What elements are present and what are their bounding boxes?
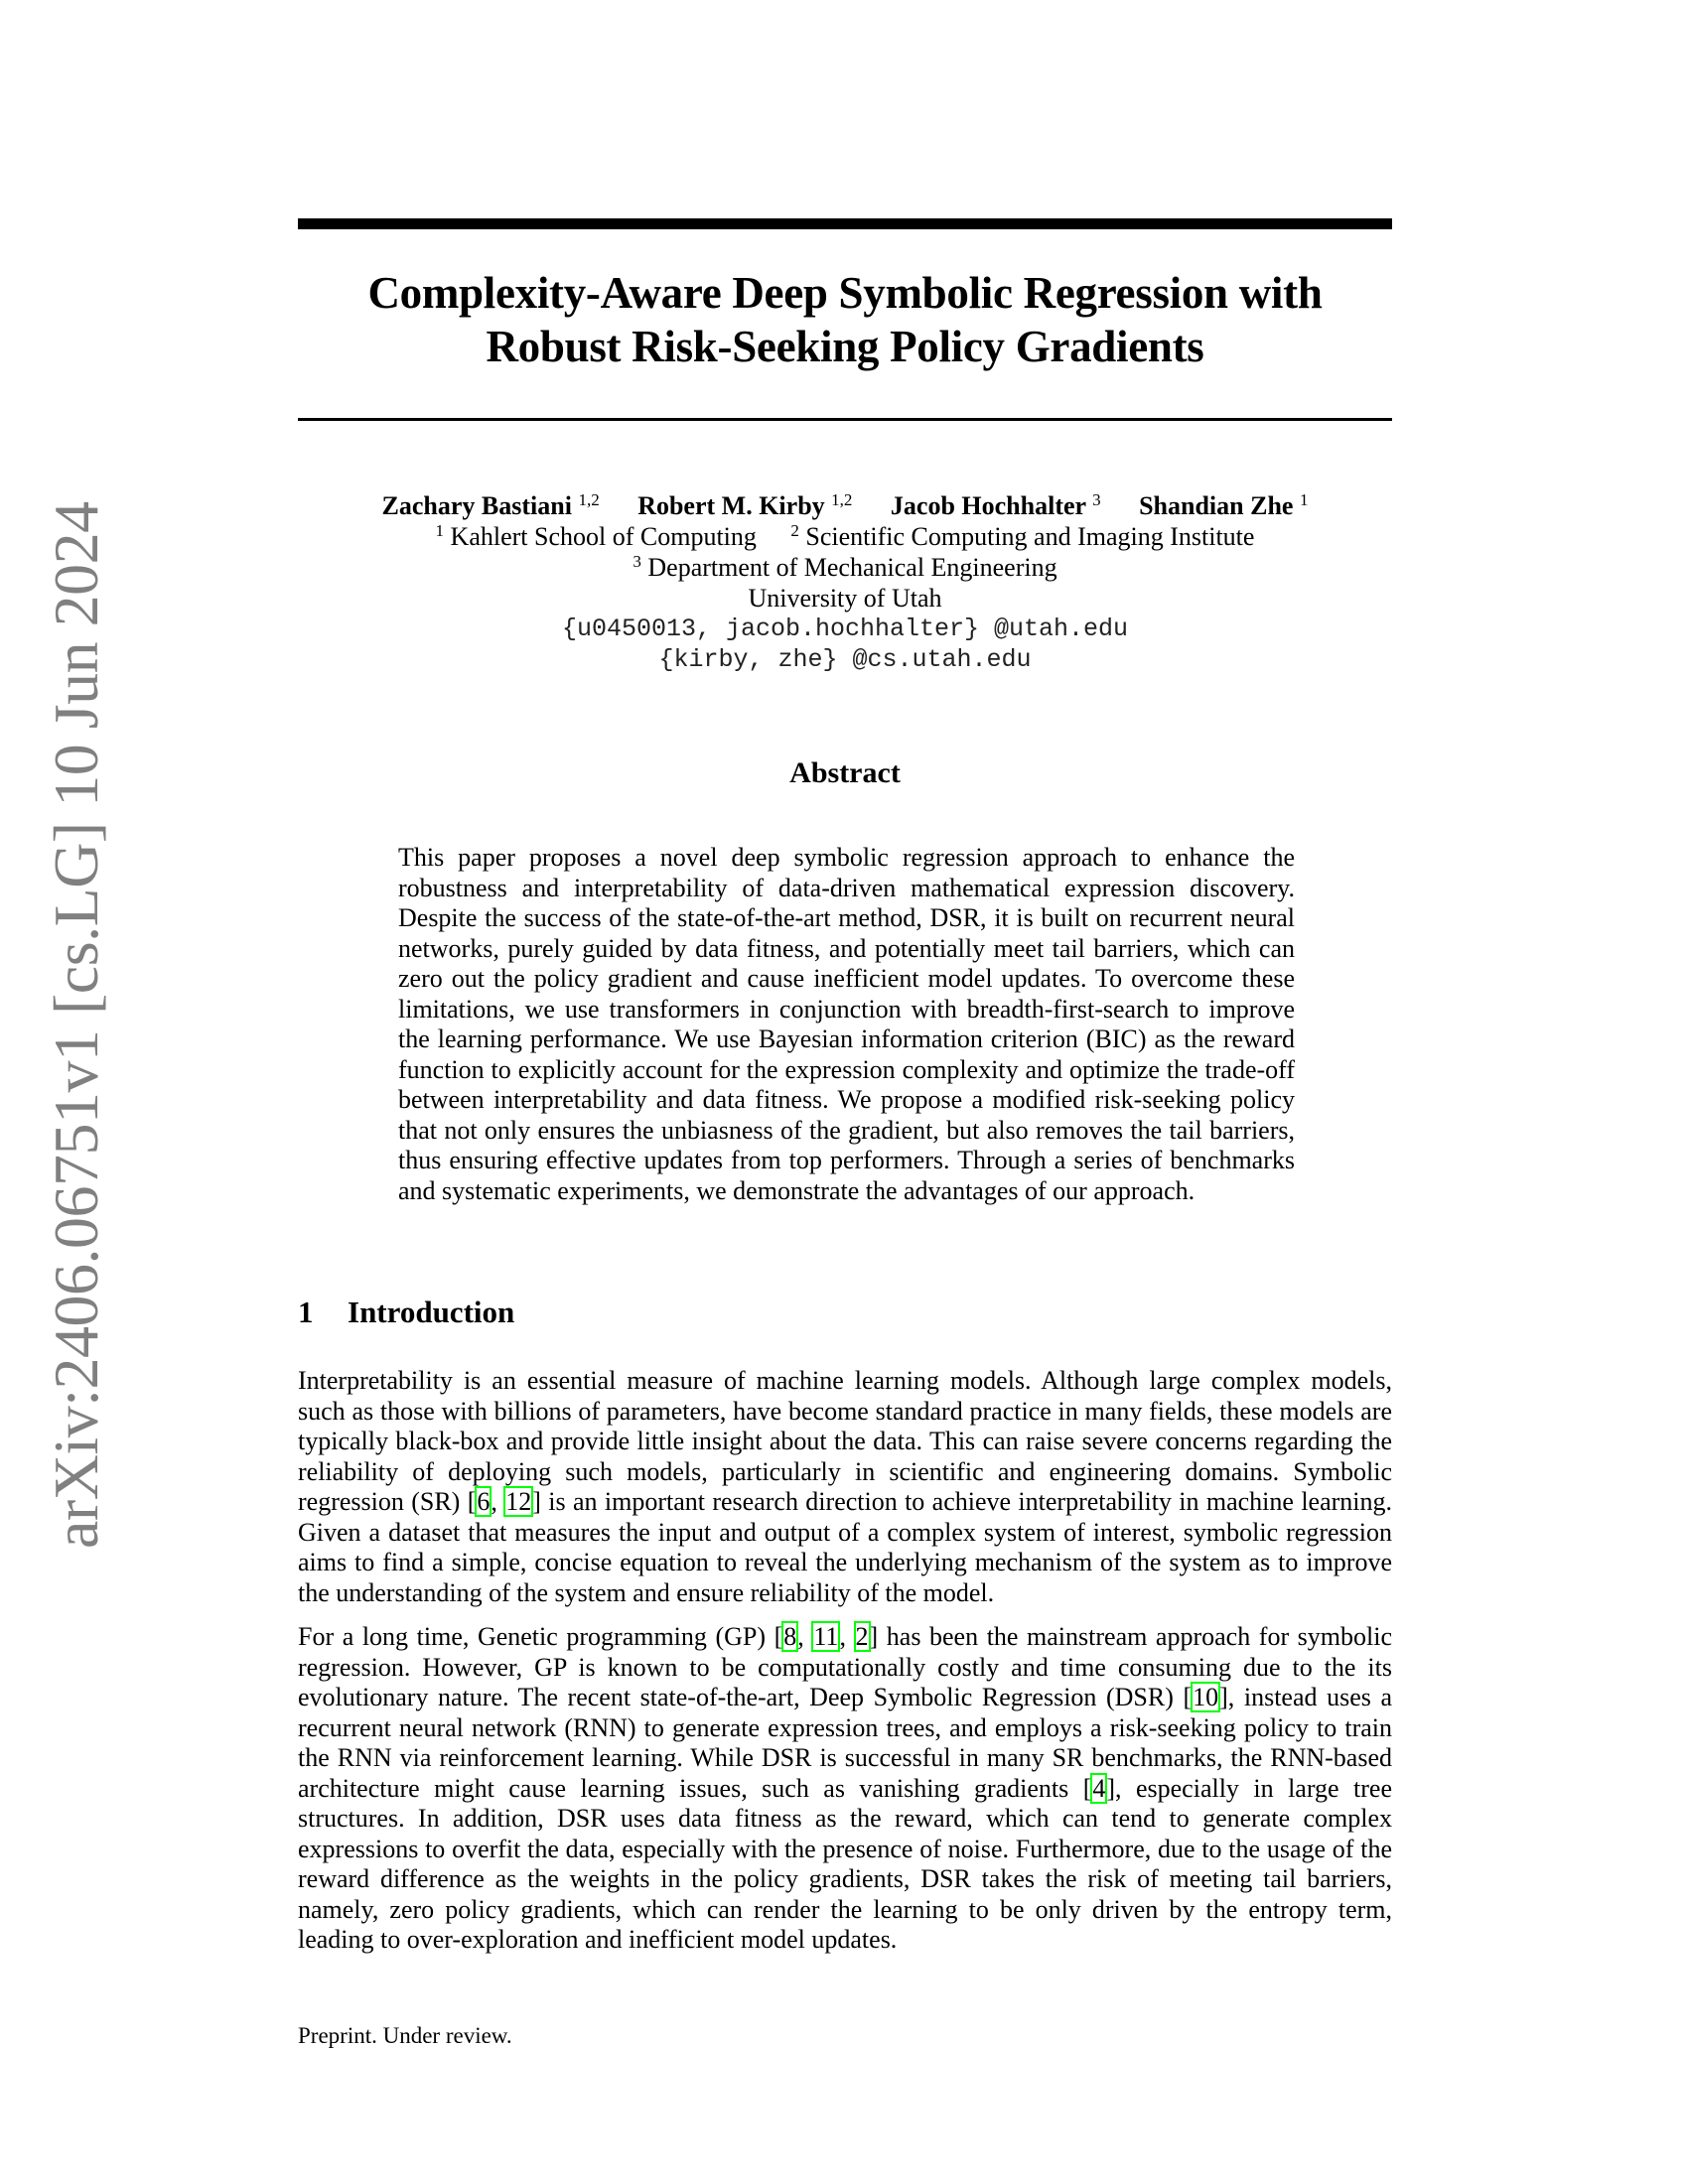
citation-link[interactable]: 2 (855, 1622, 869, 1651)
author: Robert M. Kirby $^{1,2}$ (637, 490, 853, 520)
paper-title (298, 266, 1392, 373)
author: Zachary Bastiani $^{1,2}$ (381, 490, 600, 520)
author-names (298, 490, 1392, 521)
title-rule-bottom (298, 418, 1392, 421)
affiliation: $^2$ Scientific Computing and Imaging Institute (790, 521, 1255, 551)
email-line-2[interactable]: {kirby, zhe} @cs.utah.edu (658, 645, 1032, 674)
author: Shandian Zhe $^1$ (1139, 490, 1309, 520)
intro-paragraph-1: Interpretability is an essential measure of machine learning models. Although large complex models, such as those with billions of parameters, have become standard practice in many fields, these models are typically black-box and provide little insight about the data. This can raise severe concerns regarding the reliability of deploying such models, particularly in scientific and engineering domains. Symbolic regression (SR) [6, 12] is an important research direction to achieve interpretability in machine learning. Given a dataset that measures the input and output of a complex system of interest, symbolic regression aims to find a simple, concise equation to reveal the underlying mechanism of the system as to improve the understanding of the system and ensure reliability of the model. (298, 1366, 1392, 1607)
email-line-1[interactable]: {u0450013, jacob.hochhalter} @utah.edu (561, 614, 1129, 643)
section-title: Introduction (348, 1295, 515, 1329)
affiliation-line-2: $^3$ Department of Mechanical Engineering (633, 552, 1057, 582)
title-line-1: Complexity-Aware Deep Symbolic Regression with (367, 268, 1323, 318)
citation-link[interactable]: 4 (1092, 1773, 1106, 1803)
section-number: 1 (298, 1295, 314, 1329)
intro-paragraph-2: For a long time, Genetic programming (GP) [8, 11, 2] has been the mainstream approach for symbolic regression. However, GP is known to be computationally costly and time consuming due to the its evolutionary nature. The recent state-of-the-art, Deep Symbolic Regression (DSR) [10], instead uses a recurrent neural network (RNN) to generate expression trees, and employs a risk-seeking policy to train the RNN via reinforcement learning. While DSR is successful in many SR benchmarks, the RNN-based architecture might cause learning issues, such as vanishing gradients [4], especially in large tree structures. In addition, DSR uses data fitness as the reward, which can tend to generate complex expressions to overfit the data, especially with the presence of noise. Furthermore, due to the usage of the reward difference as the weights in the policy gradients, DSR takes the risk of meeting tail barriers, namely, zero policy gradients, which can render the learning to be only driven by the entropy term, leading to over-exploration and inefficient model updates. (298, 1622, 1393, 1954)
author: Jacob Hochhalter $^3$ (890, 490, 1101, 520)
affiliation-line-1 (298, 521, 1392, 552)
citation-link[interactable]: 11 (813, 1622, 839, 1651)
section-heading-introduction (298, 1295, 514, 1330)
author-block (298, 490, 1392, 675)
abstract-heading: Abstract (789, 756, 901, 789)
arxiv-stamp: arXiv:2406.06751v1 [cs.LG] 10 Jun 2024 (41, 501, 111, 1549)
footer-note: Preprint. Under review. (298, 2023, 512, 2048)
title-line-2: Robust Risk-Seeking Policy Gradients (486, 322, 1204, 371)
affiliation: $^1$ Kahlert School of Computing (435, 521, 757, 551)
citation-link[interactable]: 6 (477, 1487, 491, 1516)
title-rule-top (298, 218, 1392, 229)
citation-link[interactable]: 8 (783, 1622, 797, 1651)
university: University of Utah (748, 584, 942, 613)
citation-link[interactable]: 12 (505, 1487, 532, 1516)
abstract-text: This paper proposes a novel deep symbolic regression approach to enhance the robustness and interpretability of data-driven mathematical expression discovery. Despite the success of the state-of-the-art method, DSR, it is built on recurrent neural networks, purely guided by data fitness, and potentially meet tail barriers, which can zero out the policy gradient and cause inefficient model updates. To overcome these limitations, we use transformers in conjunction with breadth-first-search to improve the learning performance. We use Bayesian information criterion (BIC) as the reward function to explicitly account for the expression complexity and optimize the trade-off between interpretability and data fitness. We propose a modified risk-seeking policy that not only ensures the unbiasness of the gradient, but also removes the tail barriers, thus ensuring effective updates from top performers. Through a series of benchmarks and systematic experiments, we demonstrate the advantages of our approach. (398, 843, 1295, 1205)
citation-link[interactable]: 10 (1193, 1683, 1219, 1711)
